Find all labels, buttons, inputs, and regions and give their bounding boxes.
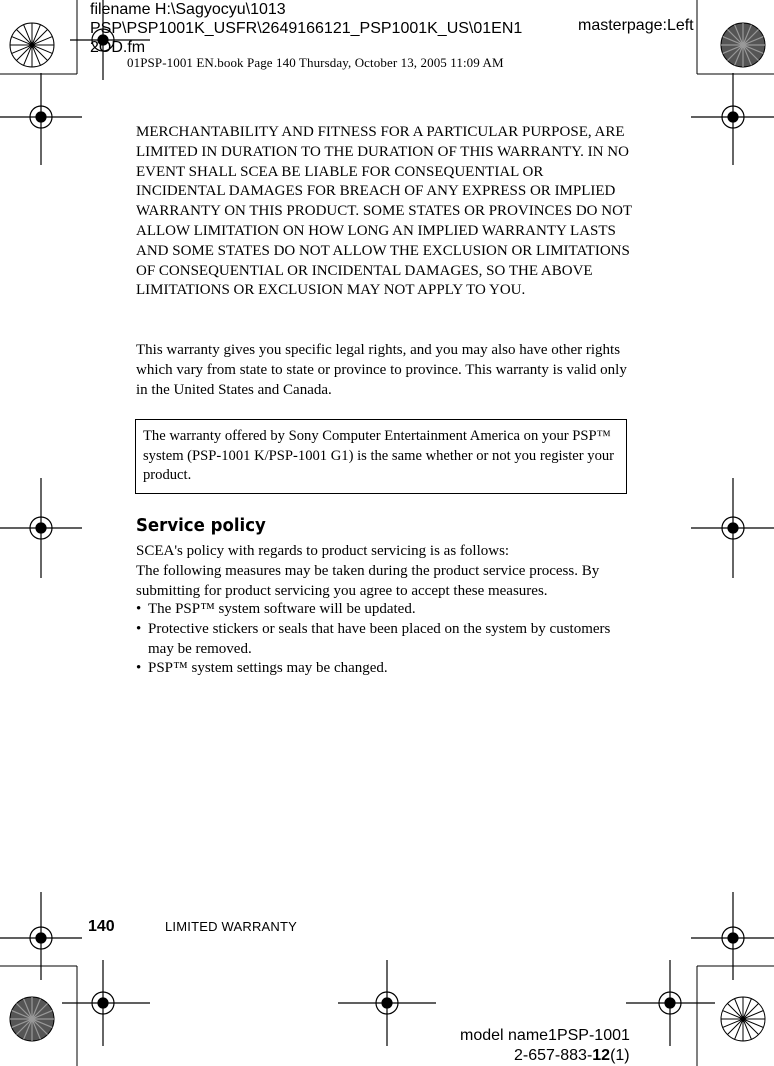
registration-mark-icon — [0, 73, 82, 165]
service-measures-list — [136, 600, 628, 679]
model-name: model name1PSP-1001 — [460, 1027, 630, 1044]
registration-mark-icon — [691, 73, 774, 165]
registration-mark-icon — [0, 478, 82, 578]
registration-mark-icon — [691, 892, 774, 980]
model-part-bold: 12 — [592, 1047, 611, 1064]
service-intro-line-1: SCEA's policy with regards to product servicing is as follows: — [136, 543, 510, 559]
registration-mark-icon — [626, 960, 715, 1046]
list-item — [136, 600, 628, 620]
bullet-icon: • — [136, 601, 142, 617]
warranty-paragraph-caps: MERCHANTABILITY AND FITNESS FOR A PARTICULAR PURPOSE, ARE LIMITED IN DURATION TO THE DURATION OF THIS WARRANTY. IN NO EVENT SHALL SCEA BE LIABLE FOR CONSEQUENTIAL OR INCIDENTAL DAMAGES FOR BREACH OF ANY EXPRESS OR IMPLIED WARRANTY ON THIS PRODUCT. SOME STATES OR PROVINCES DO NOT ALLOW LIMITATION ON HOW LONG AN IMPLIED WARRANTY LASTS AND SOME STATES DO NOT ALLOW THE EXCLUSION OR LIMITATIONS OF CONSEQUENTIAL OR INCIDENTAL DAMAGES, SO THE ABOVE LIMITATIONS OR EXCLUSION MAY NOT APPLY TO YOU. — [136, 124, 632, 299]
color-target-icon — [721, 23, 765, 67]
page-section-title: LIMITED WARRANTY — [165, 919, 298, 934]
header-book-info: 01PSP-1001 EN.book Page 140 Thursday, October 13, 2005 11:09 AM — [127, 55, 504, 70]
header-filename: filename H:\Sagyocyu\1013 PSP\PSP1001K_USFR\2649166121_PSP1001K_US\01EN1 2OD.fm — [90, 1, 523, 56]
color-target-icon — [10, 997, 54, 1041]
bullet-icon: • — [136, 660, 142, 677]
warranty-paragraph-rights: This warranty gives you specific legal rights, and you may also have other rights which vary from state to state or province to province. This warranty is valid only in the United States and Canada. — [136, 342, 627, 398]
note-box-text: The warranty offered by Sony Computer Entertainment America on your PSP™ system (PSP-1001 K/PSP-1001 G1) is the same whether or not you register your product. — [143, 428, 615, 483]
service-policy-intro — [136, 542, 628, 601]
model-part-suffix: (1) — [610, 1047, 630, 1064]
bullet-icon: • — [136, 620, 142, 637]
starburst-target-icon — [721, 997, 765, 1041]
section-heading-service-policy: Service policy — [136, 515, 266, 536]
starburst-target-icon — [10, 23, 54, 67]
list-item-text: PSP™ system settings may be changed. — [148, 660, 388, 677]
list-item — [136, 659, 628, 679]
registration-mark-icon — [0, 892, 82, 980]
page-number: 140 — [88, 918, 115, 935]
service-intro-line-2: The following measures may be taken during the product service process. By submitting for product servicing you agree to accept these measures. — [136, 562, 600, 599]
list-item — [136, 620, 628, 660]
list-item-text: Protective stickers or seals that have been placed on the system by customers may be removed. — [148, 620, 611, 657]
header-masterpage: masterpage:Left — [578, 17, 694, 34]
model-part-prefix: 2-657-883- — [514, 1047, 593, 1064]
list-item-text: The PSP™ system software will be updated. — [148, 601, 416, 617]
registration-mark-icon — [62, 960, 150, 1046]
registration-mark-icon — [338, 960, 436, 1046]
model-part-number — [514, 1046, 630, 1065]
note-box — [135, 419, 627, 494]
registration-mark-icon — [691, 478, 774, 578]
